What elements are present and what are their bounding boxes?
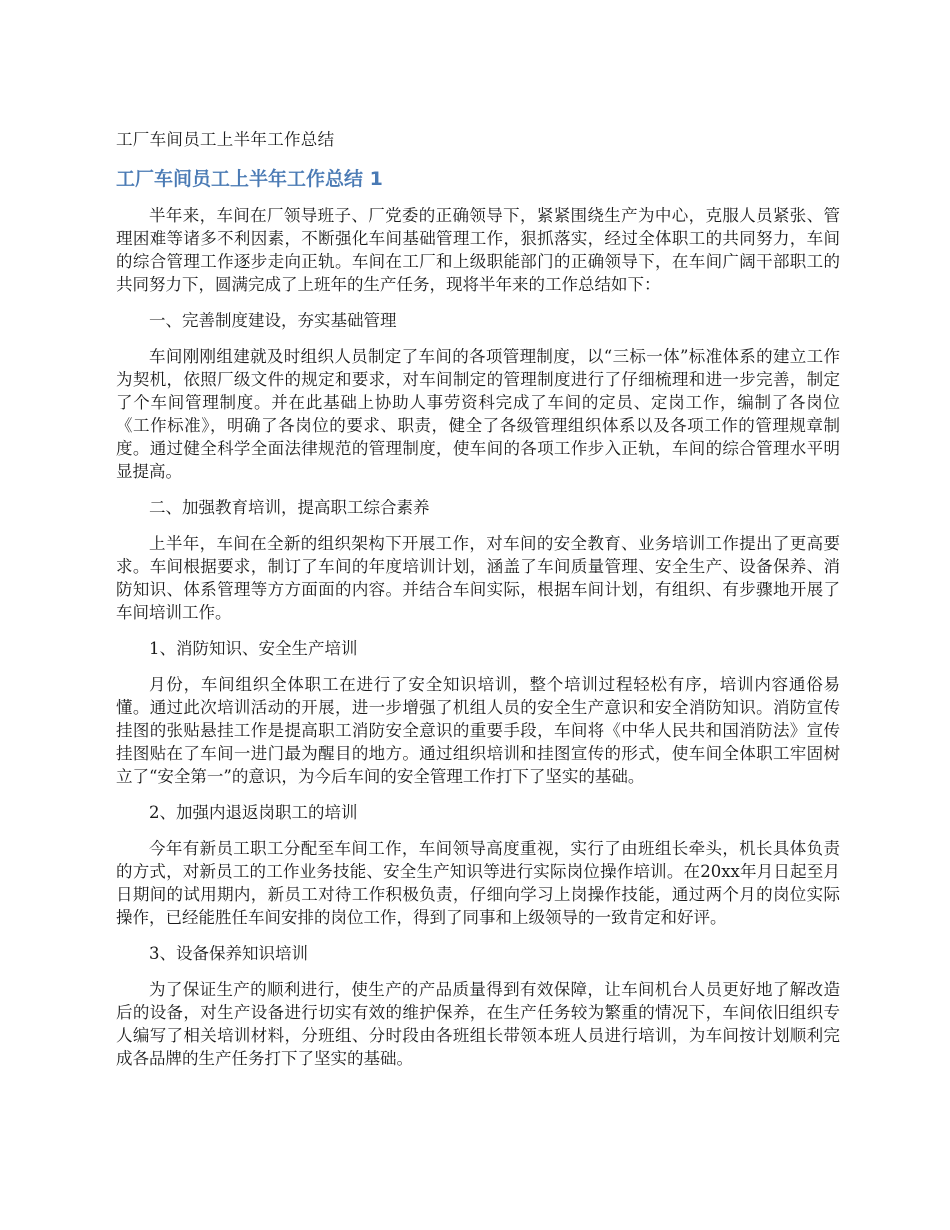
subheading-1: 一、完善制度建设，夯实基础管理 <box>149 311 397 330</box>
section-heading: 工厂车间员工上半年工作总结 1 <box>116 168 383 190</box>
subheading-2: 二、加强教育培训，提高职工综合素养 <box>149 498 430 517</box>
paragraph-intro: 半年来，车间在厂领导班子、厂党委的正确领导下，紧紧围绕生产为中心，克服人员紧张、管理困难等诸多不利因素，不断强化车间基础管理工作，狠抓落实，经过全体职工的共同努力，车间的综合管理工作逐步走向正轨。车间在工厂和上级职能部门的正确领导下，在车间广阔干部职工的共同努力下，圆满完成了上班年的生产任务，现将半年来的工作总结如下： <box>116 206 840 294</box>
subheading-2-3: 3、设备保养知识培训 <box>149 944 308 963</box>
paragraph-2: 上半年，车间在全新的组织架构下开展工作，对车间的安全教育、业务培训工作提出了更高要求。车间根据要求，制订了车间的年度培训计划，涵盖了车间质量管理、安全生产、设备保养、消防知识、体系管理等方方面面的内容。并结合车间实际，根据车间计划，有组织、有步骤地开展了车间培训工作。 <box>116 534 840 622</box>
document-title: 工厂车间员工上半年工作总结 <box>116 130 335 149</box>
subheading-2-2: 2、加强内退返岗职工的培训 <box>149 803 358 822</box>
document-body <box>116 204 840 1083</box>
paragraph-2-1: 月份，车间组织全体职工在进行了安全知识培训，整个培训过程轻松有序，培训内容通俗易懂。通过此次培训活动的开展，进一步增强了机组人员的安全生产意识和安全消防知识。消防宣传挂图的张贴悬挂工作是提高职工消防安全意识的重要手段，车间将《中华人民共和国消防法》宣传挂图贴在了车间一进门最为醒目的地方。通过组织培训和挂图宣传的形式，使车间全体职工牢固树立了“安全第一”的意识，为今后车间的安全管理工作打下了坚实的基础。 <box>116 675 840 786</box>
paragraph-1: 车间刚刚组建就及时组织人员制定了车间的各项管理制度，以“三标一体”标准体系的建立工作为契机，依照厂级文件的规定和要求，对车间制定的管理制度进行了仔细梳理和进一步完善，制定了个车间管理制度。并在此基础上协助人事劳资科完成了车间的定员、定岗工作，编制了各岗位《工作标准》，明确了各岗位的要求、职责，健全了各级管理组织体系以及各项工作的管理规章制度。通过健全科学全面法律规范的管理制度，使车间的各项工作步入正轨，车间的综合管理水平明显提高。 <box>116 347 840 481</box>
paragraph-2-2: 今年有新员工职工分配至车间工作，车间领导高度重视，实行了由班组长牵头，机长具体负责的方式，对新员工的工作业务技能、安全生产知识等进行实际岗位操作培训。在20xx年月日起至月日期间的试用期内，新员工对待工作积极负责，仔细向学习上岗操作技能，通过两个月的岗位实际操作，已经能胜任车间安排的岗位工作，得到了同事和上级领导的一致肯定和好评。 <box>116 839 840 927</box>
subheading-2-1: 1、消防知识、安全生产培训 <box>149 639 358 658</box>
paragraph-2-3: 为了保证生产的顺利进行，使生产的产品质量得到有效保障，让车间机台人员更好地了解改造后的设备，对生产设备进行切实有效的维护保养，在生产任务较为繁重的情况下，车间依旧组织专人编写了相关培训材料，分班组、分时段由各班组长带领本班人员进行培训，为车间按计划顺利完成各品牌的生产任务打下了坚实的基础。 <box>116 980 840 1068</box>
